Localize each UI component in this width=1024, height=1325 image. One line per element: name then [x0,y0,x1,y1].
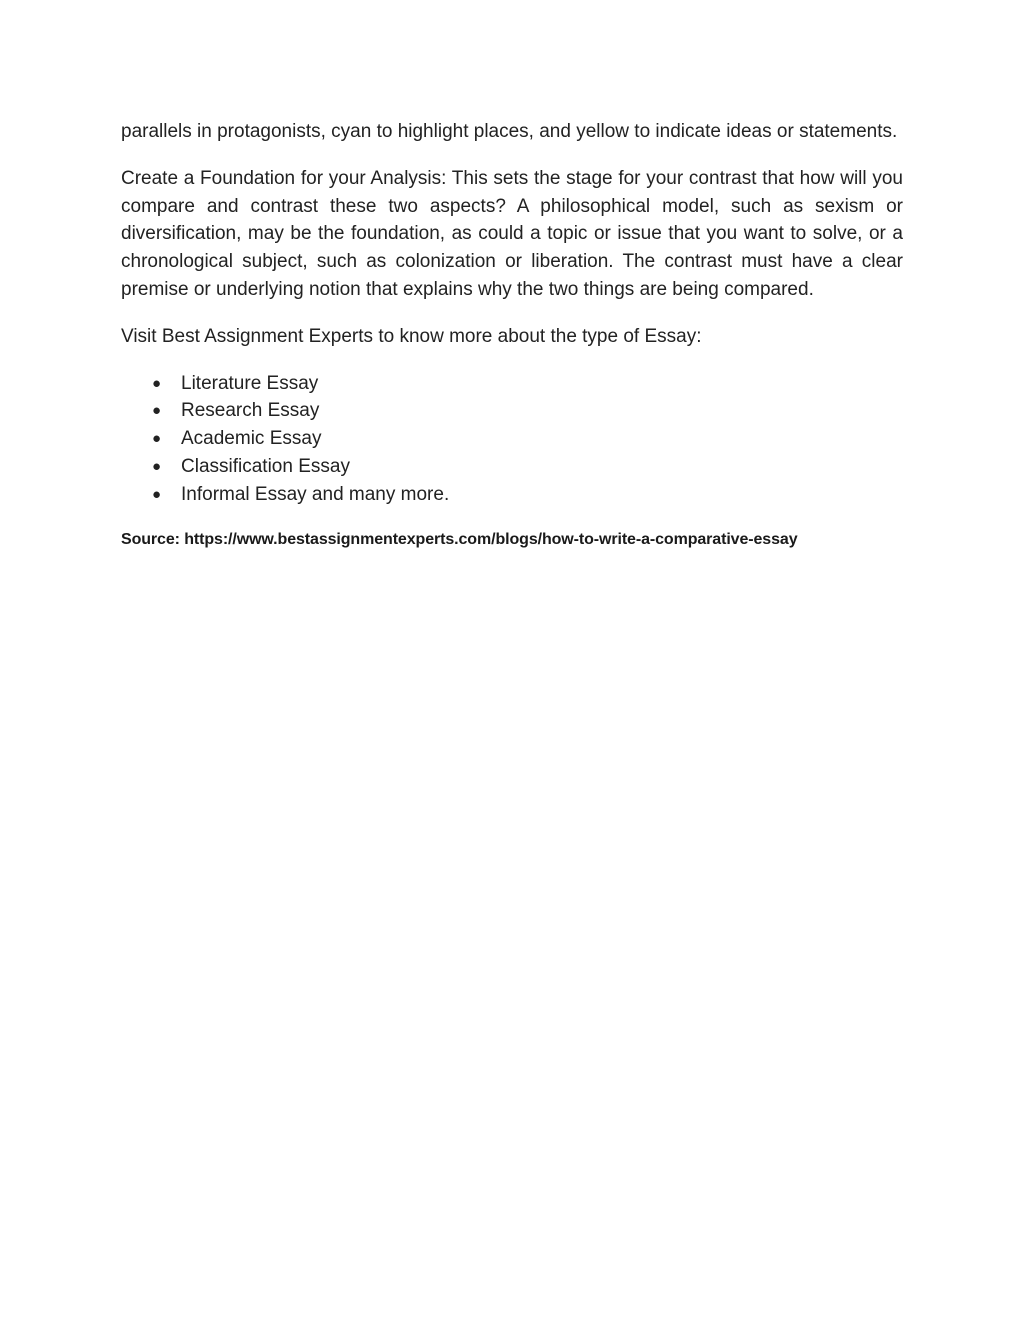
list-item [121,425,903,453]
list-item-label: Informal Essay and many more. [181,483,450,505]
list-item [121,370,903,398]
bullet-icon: ● [152,374,162,392]
essay-type-list [121,370,903,509]
bullet-icon: ● [152,457,162,475]
list-item [121,453,903,481]
list-item [121,481,903,509]
paragraph-colour-coding: parallels in protagonists, cyan to highlight places, and yellow to indicate ideas or statements. [121,121,898,142]
paragraph-analysis-foundation: Create a Foundation for your Analysis: This sets the stage for your contrast that how will you compare and contrast these two aspects? A philosophical model, such as sexism or diversification, may be the foundation, as could a topic or issue that you want to solve, or a chronological subject, such as colonization or liberation. The contrast must have a clear premise or underlying notion that explains why the two things are being compared. [121,167,903,300]
bullet-icon: ● [152,485,162,503]
list-item-label: Research Essay [181,400,320,422]
list-item-label: Literature Essay [181,372,319,394]
document-page [121,118,903,551]
list-item [121,397,903,425]
source-citation: Source: https://www.bestassignmentexperts.com/blogs/how-to-write-a-comparative-essay [121,530,798,548]
list-item-label: Classification Essay [181,455,350,477]
list-item-label: Academic Essay [181,428,322,450]
paragraph-visit-experts: Visit Best Assignment Experts to know more about the type of Essay: [121,325,702,347]
bullet-icon: ● [152,430,162,448]
bullet-icon: ● [152,402,162,420]
